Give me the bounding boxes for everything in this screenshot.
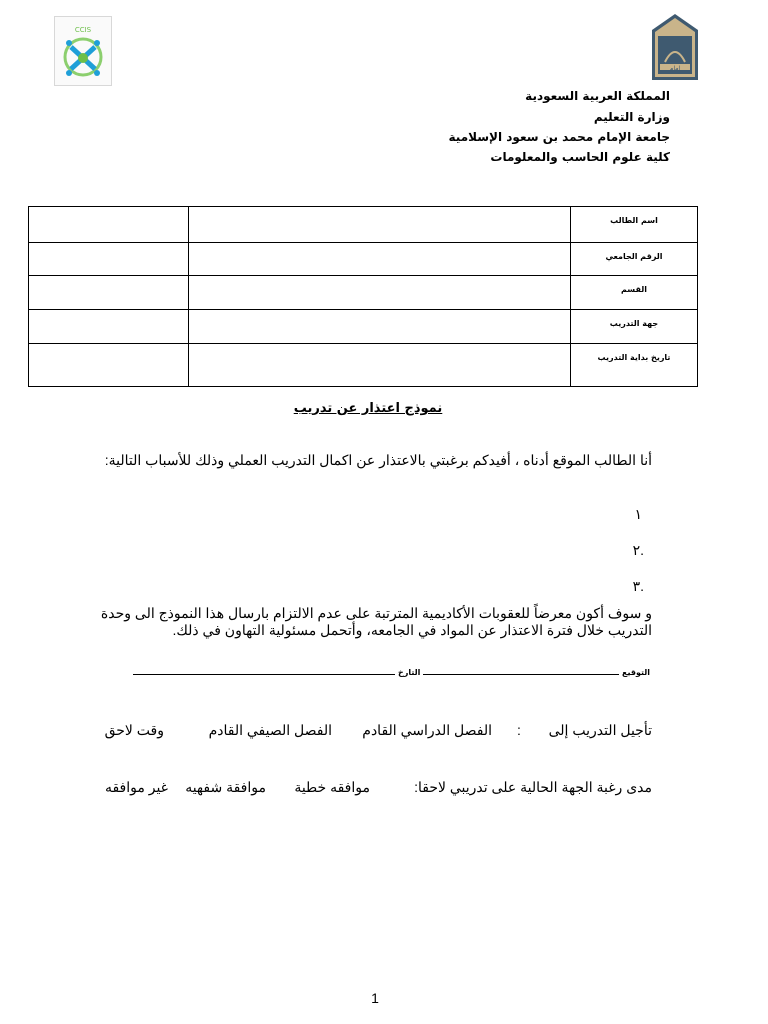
table-row [29, 243, 698, 276]
header-college: كلية علوم الحاسب والمعلومات [490, 150, 670, 164]
student-id-field[interactable] [189, 243, 571, 276]
reason-item-2: .٢ [632, 542, 644, 558]
signature-label: التوقيع [622, 668, 650, 677]
willingness-label: مدى رغبة الجهة الحالية على تدريبي لاحقا: [414, 779, 652, 795]
form-title: نموذج اعتذار عن تدريب [293, 401, 443, 416]
option-next-semester[interactable]: الفصل الدراسي القادم [362, 722, 492, 738]
postpone-label: تأجيل التدريب إلى [548, 722, 652, 738]
option-next-summer[interactable]: الفصل الصيفي القادم [208, 722, 332, 738]
student-id-label: الرقم الجامعي [571, 243, 698, 276]
date-label: التارخ [398, 668, 421, 677]
commitment-paragraph: و سوف أكون معرضاً للعقوبات الأكاديمية المترتبة على عدم الالتزام بارسال هذا النموذج الى وحدة التدريب خلال فترة الاعتذار عن المواد في الجامعه، وأتحمل مسئولية التهاون في ذلك. [100, 605, 652, 638]
header-country: المملكة العربية السعودية [525, 89, 670, 103]
info-cell[interactable] [29, 310, 189, 344]
table-row [29, 344, 698, 387]
department-field[interactable] [189, 276, 571, 310]
table-row [29, 310, 698, 344]
table-row [29, 276, 698, 310]
option-later[interactable]: وقت لاحق [104, 722, 164, 738]
info-cell[interactable] [29, 207, 189, 243]
header-ministry: وزارة التعليم [593, 110, 670, 124]
info-cell[interactable] [29, 276, 189, 310]
department-label: القسم [571, 276, 698, 310]
university-logo [650, 12, 700, 82]
option-verbal-approval[interactable]: موافقة شفهيه [185, 779, 266, 795]
training-entity-field[interactable] [189, 310, 571, 344]
table-row [29, 207, 698, 243]
page-number: 1 [371, 990, 379, 1006]
postpone-colon: : [517, 722, 521, 738]
option-not-approved[interactable]: غير موافقه [104, 779, 168, 795]
info-cell[interactable] [29, 243, 189, 276]
logo-left-text: CCIS [74, 26, 92, 34]
header-university: جامعة الإمام محمد بن سعود الإسلامية [448, 130, 670, 144]
training-entity-label: جهة التدريب [571, 310, 698, 344]
college-logo [54, 16, 112, 86]
reason-item-3: .٣ [632, 578, 644, 594]
signature-date-line [130, 668, 650, 677]
signature-field[interactable] [423, 668, 619, 675]
training-start-date-label: تاريخ بداية التدريب [571, 344, 698, 387]
logo-right-text: إمام [669, 65, 681, 72]
student-name-field[interactable] [189, 207, 571, 243]
reason-item-1: ١ [634, 506, 642, 522]
option-written-approval[interactable]: موافقه خطية [294, 779, 370, 795]
intro-paragraph: أنا الطالب الموقع أدناه ، أفيدكم برغبتي بالاعتذار عن اكمال التدريب العملي وذلك للأسباب التالية: [104, 452, 652, 468]
student-info-table [28, 206, 698, 387]
student-name-label: اسم الطالب [571, 207, 698, 243]
date-field[interactable] [133, 668, 395, 675]
info-cell[interactable] [29, 344, 189, 387]
training-start-date-field[interactable] [189, 344, 571, 387]
